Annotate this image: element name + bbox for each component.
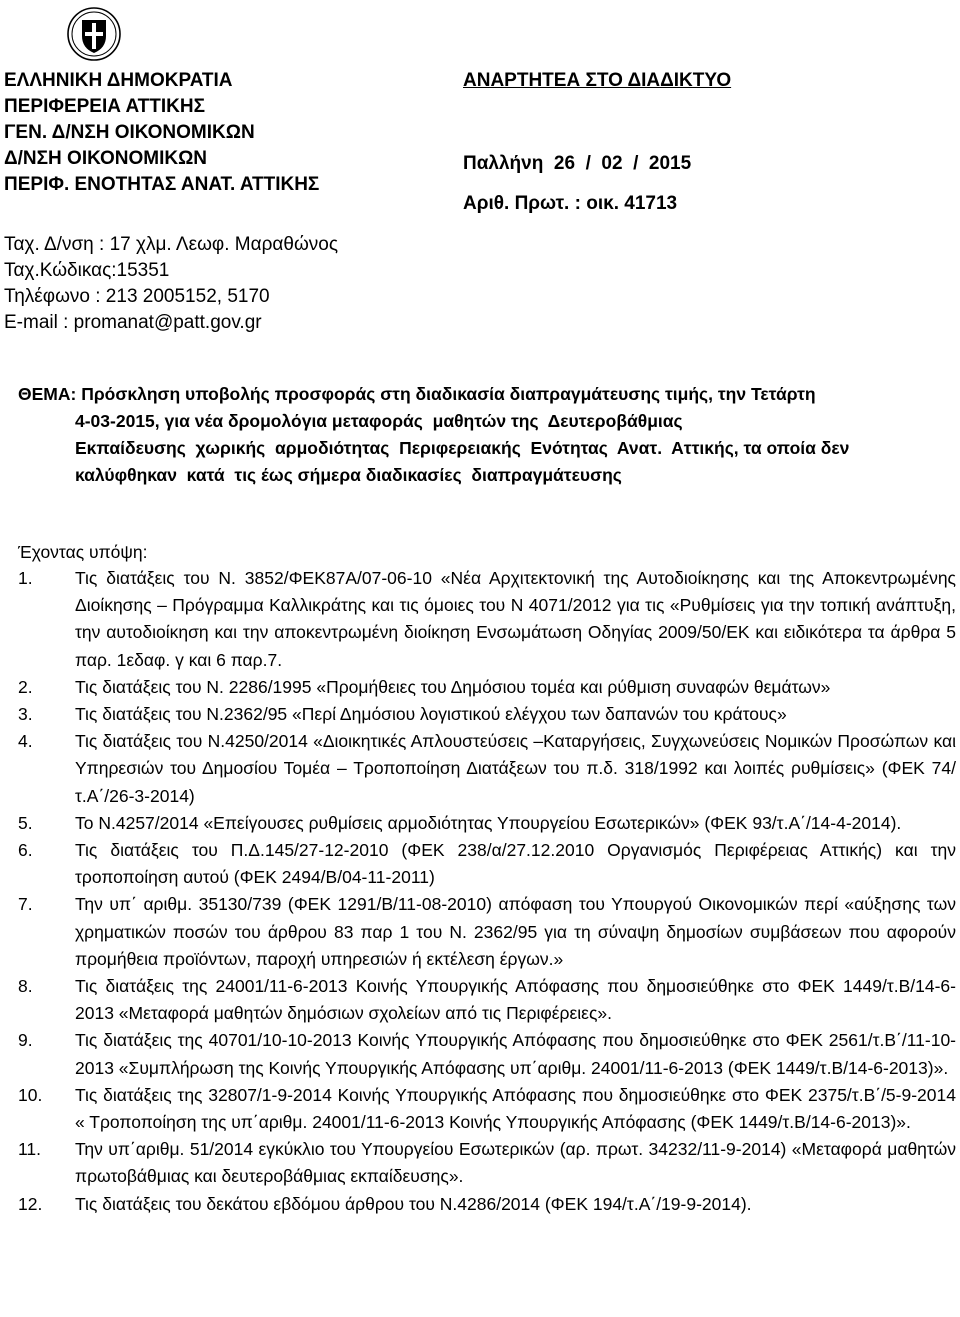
list-item-text: Τις διατάξεις του Ν. 3852/ΦΕΚ87Α/07-06-10 «Νέα Αρχιτεκτονική της Αυτοδιοίκησης και της Αποκεντρωμένης Διοίκησης – Πρόγραμμα Καλλικράτης και τις όμοιες του Ν 4071/2012 για τις «Ρυθμίσεις για την τοπική ανάπτυξη, την αυτοδιοίκηση και την αποκεντρωμένη διοίκηση Ενσωμάτωση Οδηγίας 2009/50/ΕΚ και ειδικότερα τα άρθρα 5 παρ. 1εδαφ. γ και 6 παρ.7. — [75, 568, 956, 670]
header-phone: Τηλέφωνο : 213 2005152, 5170 — [4, 286, 270, 307]
list-item-text: Το Ν.4257/2014 «Επείγουσες ρυθμίσεις αρμοδιότητας Υπουργείου Εσωτερικών» (ΦΕΚ 93/τ.Α΄/14-4-2014). — [75, 812, 902, 833]
document-date: Παλλήνη 26 / 02 / 2015 — [463, 153, 692, 174]
header-directorate: Δ/ΝΣΗ ΟΙΚΟΝΟΜΙΚΩΝ — [4, 148, 208, 169]
list-item — [18, 837, 958, 891]
legal-basis-list — [18, 565, 958, 1218]
header-regional-unit: ΠΕΡΙΦ. ΕΝΟΤΗΤΑΣ ΑΝΑΤ. ΑΤΤΙΚΗΣ — [4, 174, 320, 195]
header-email: E-mail : promanat@patt.gov.gr — [4, 312, 262, 333]
subject-line-2: 4-03-2015, για νέα δρομολόγια μεταφοράς μαθητών της Δευτεροβάθμιας — [75, 411, 683, 431]
list-item — [18, 701, 958, 728]
list-item-text: Την υπ΄αριθμ. 51/2014 εγκύκλιο του Υπουργείου Εσωτερικών (αρ. πρωτ. 34232/11-9-2014) «Μεταφορά μαθητών πρωτοβάθμιας και δευτεροβάθμιας εκπαίδευσης». — [75, 1139, 956, 1187]
list-item-number: 5. — [18, 812, 33, 833]
list-item — [18, 674, 958, 701]
protocol-number: Αριθ. Πρωτ. : οικ. 41713 — [463, 193, 678, 214]
list-item-number: 1. — [18, 568, 33, 588]
list-item — [18, 728, 958, 810]
considering-heading: Έχοντας υπόψη: — [18, 542, 148, 562]
list-item-text: Τις διατάξεις του Ν. 2286/1995 «Προμήθειες του Δημόσιου τομέα και ρύθμιση συναφών θεμάτων» — [75, 676, 831, 697]
list-item-number: 10. — [18, 1084, 43, 1105]
list-item-text: Τις διατάξεις του Π.Δ.145/27-12-2010 (ΦΕΚ 238/α/27.12.2010 Οργανισμός Περιφέρειας Αττικής) και την τροποποίηση αυτού (ΦΕΚ 2494/Β/04-11-2011) — [75, 840, 956, 888]
subject-line-4: καλύφθηκαν κατά τις έως σήμερα διαδικασίες διαπραγμάτευσης — [75, 465, 622, 485]
list-item-number: 8. — [18, 976, 33, 997]
list-item-number: 11. — [18, 1139, 42, 1160]
list-item-number: 12. — [18, 1193, 43, 1214]
list-item — [18, 565, 958, 674]
header-general-directorate: ΓΕΝ. Δ/ΝΣΗ ΟΙΚΟΝΟΜΙΚΩΝ — [4, 122, 255, 143]
greek-emblem-icon — [66, 6, 122, 62]
header-postcode: Ταχ.Κώδικας:15351 — [4, 260, 170, 281]
subject-line-3: Εκπαίδευσης χωρικής αρμοδιότητας Περιφερειακής Ενότητας Ανατ. Αττικής, τα οποία δεν — [75, 438, 850, 458]
list-item-number: 4. — [18, 731, 33, 752]
list-item-text: Τις διατάξεις της 32807/1-9-2014 Κοινής Υπουργικής Απόφασης που δημοσιεύθηκε στο ΦΕΚ 2375/τ.Β΄/5-9-2014 « Τροποποίηση της υπ΄αριθμ. 24001/11-6-2013 Κοινής Υπουργικής Απόφασης (ΦΕΚ 1449/τ.Β/14-6-2013)». — [75, 1084, 956, 1133]
list-item-number: 2. — [18, 676, 33, 697]
publish-note: ΑΝΑΡΤΗΤΕΑ ΣΤΟ ΔΙΑΔΙΚΤΥΟ — [463, 70, 732, 91]
subject-line-1: Πρόσκληση υποβολής προσφοράς στη διαδικασία διαπραγμάτευσης τιμής, την Τετάρτη — [81, 384, 816, 404]
list-item-text: Τις διατάξεις του δεκάτου εβδόμου άρθρου του Ν.4286/2014 (ΦΕΚ 194/τ.Α΄/19-9-2014). — [75, 1193, 752, 1214]
list-item-text: Τις διατάξεις της 24001/11-6-2013 Κοινής Υπουργικής Απόφασης που δημοσιεύθηκε στο ΦΕΚ 1449/τ.Β/14-6-2013 «Μεταφορά μαθητών δημόσιων σχολείων από τις Περιφέρειες». — [75, 976, 956, 1024]
list-item — [18, 1027, 958, 1081]
list-item-text: Την υπ΄ αριθμ. 35130/739 (ΦΕΚ 1291/Β/11-08-2010) απόφαση του Υπουργού Οικονομικών περί «αύξησης των χρηματικών ποσών του άρθρου 83 παρ 1 του Ν. 2362/95 για τη σύναψη δημοσίων συμβάσεων που αφορούν προμήθεια προϊόντων, παροχή υπηρεσιών ή εκτέλεση έργων.» — [75, 894, 956, 969]
subject-label: ΘΕΜΑ: — [18, 384, 77, 404]
subject-block — [18, 381, 948, 489]
list-item — [18, 1136, 958, 1190]
list-item — [18, 1191, 958, 1218]
list-item — [18, 1082, 958, 1136]
list-item-text: Τις διατάξεις της 40701/10-10-2013 Κοινής Υπουργικής Απόφασης που δημοσιεύθηκε στο ΦΕΚ 2561/τ.Β΄/11-10-2013 «Συμπλήρωση της Κοινής Υπουργικής Απόφασης υπ΄αριθμ. 24001/11-6-2013 (ΦΕΚ 1449/τ.Β/14-6-2013)». — [75, 1030, 956, 1078]
list-item — [18, 973, 958, 1027]
list-item-number: 6. — [18, 840, 33, 861]
list-item-number: 3. — [18, 704, 33, 725]
list-item-text: Τις διατάξεις του Ν.4250/2014 «Διοικητικές Απλουστεύσεις –Καταργήσεις, Συγχωνεύσεις Νομικών Προσώπων και Υπηρεσιών του Δημοσίου Τομέα – Τροποποίηση Διατάξεων του π.δ. 318/1992 και λοιπές ρυθμίσεις» (ΦΕΚ 74/τ.Α΄/26-3-2014) — [75, 731, 956, 806]
list-item-text: Τις διατάξεις του Ν.2362/95 «Περί Δημόσιου λογιστικού ελέγχου των δαπανών του κράτους» — [75, 704, 787, 725]
list-item-number: 7. — [18, 894, 33, 915]
header-country: ΕΛΛΗΝΙΚΗ ΔΗΜΟΚΡΑΤΙΑ — [4, 70, 233, 91]
header-region: ΠΕΡΙΦΕΡΕΙΑ ΑΤΤΙΚΗΣ — [4, 96, 206, 117]
list-item — [18, 891, 958, 973]
list-item — [18, 810, 958, 837]
list-item-number: 9. — [18, 1030, 33, 1051]
header-address: Ταχ. Δ/νση : 17 χλμ. Λεωφ. Μαραθώνος — [4, 234, 339, 255]
